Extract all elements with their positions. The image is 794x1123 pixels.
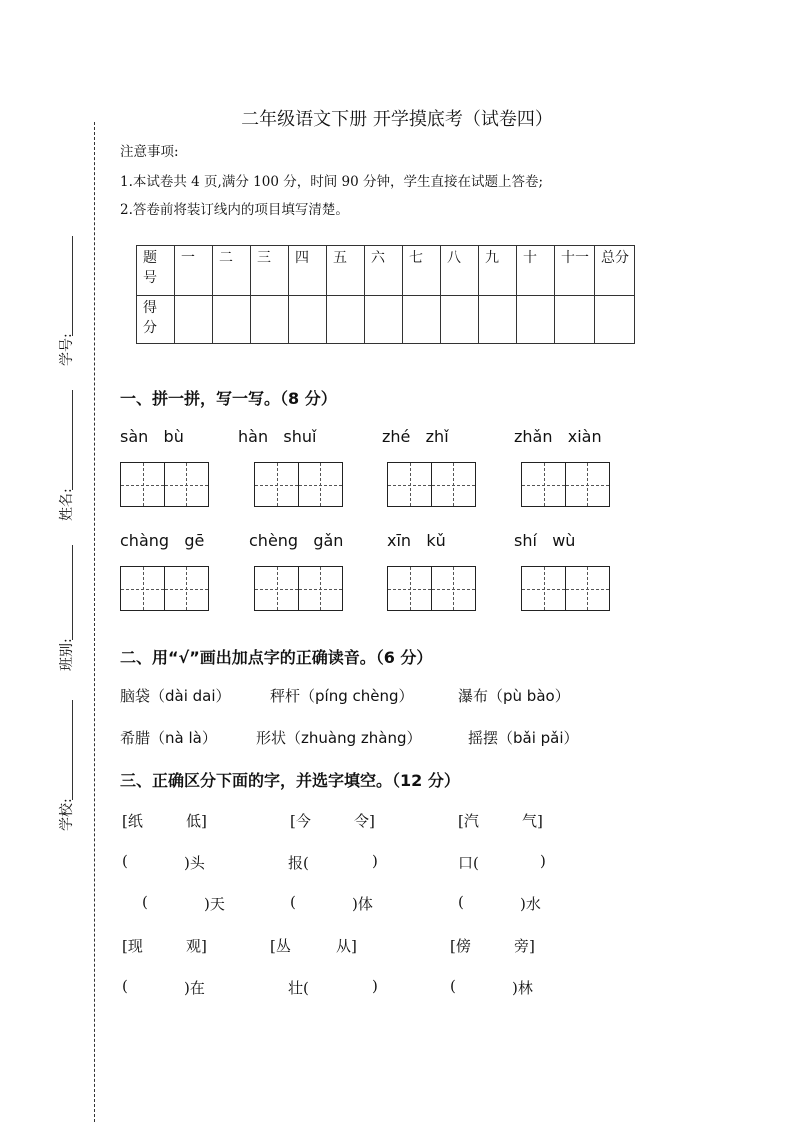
- fill-close: ): [540, 852, 546, 870]
- writing-cell[interactable]: [164, 462, 209, 507]
- fill-close: )天: [204, 895, 225, 913]
- header-label-cell: 题 号: [137, 246, 175, 296]
- writing-grid[interactable]: [120, 462, 207, 507]
- column-3: 三: [251, 246, 289, 296]
- score-cell[interactable]: [365, 296, 403, 344]
- school-label: 学校:: [59, 798, 75, 831]
- writing-cell[interactable]: [254, 566, 299, 611]
- pinyin-3: zhé zhǐ: [382, 427, 449, 446]
- section-1-title: 一、拼一拼，写一写。（8 分）: [120, 389, 337, 408]
- writing-cell[interactable]: [164, 566, 209, 611]
- char-group-2-a: [今: [290, 812, 311, 830]
- score-cell[interactable]: [595, 296, 635, 344]
- score-cell[interactable]: [289, 296, 327, 344]
- writing-grid[interactable]: [120, 566, 207, 611]
- fill-open[interactable]: (: [122, 977, 128, 995]
- char-group-6-b: 旁]: [514, 937, 535, 955]
- score-cell[interactable]: [327, 296, 365, 344]
- score-cell[interactable]: [441, 296, 479, 344]
- score-table: [136, 245, 635, 344]
- char-group-3-b: 气]: [522, 812, 543, 830]
- section-3-title: 三、正确区分下面的字，并选字填空。（12 分）: [120, 771, 460, 790]
- column-7: 七: [403, 246, 441, 296]
- writing-cell[interactable]: [120, 566, 165, 611]
- fill-open[interactable]: (: [450, 977, 456, 995]
- fill-close: ): [372, 977, 378, 995]
- score-table-header-row: [137, 246, 635, 296]
- score-cell[interactable]: [175, 296, 213, 344]
- fill-close: ): [372, 852, 378, 870]
- notes-line-2: 2.答卷前将装订线内的项目填写清楚。: [120, 202, 349, 218]
- char-group-1-b: 低]: [186, 812, 207, 830]
- writing-grid[interactable]: [387, 566, 474, 611]
- column-5: 五: [327, 246, 365, 296]
- score-cell[interactable]: [555, 296, 595, 344]
- writing-grid[interactable]: [521, 462, 608, 507]
- fill-open[interactable]: 报(: [288, 854, 309, 872]
- class-line: [72, 545, 73, 640]
- fill-open[interactable]: 壮(: [288, 979, 309, 997]
- reading-item: 秤杆（píng chèng）: [270, 687, 414, 705]
- pinyin-4: zhǎn xiàn: [514, 427, 602, 446]
- fill-open[interactable]: (: [122, 852, 128, 870]
- writing-cell[interactable]: [521, 566, 566, 611]
- writing-cell[interactable]: [298, 462, 343, 507]
- column-10: 十: [517, 246, 555, 296]
- score-label-cell: 得 分: [137, 296, 175, 344]
- fill-open[interactable]: (: [142, 893, 148, 911]
- reading-item: 瀑布（pù bào）: [458, 687, 570, 705]
- notes-line-1: 1.本试卷共 4 页,满分 100 分，时间 90 分钟，学生直接在试题上答卷;: [120, 174, 544, 190]
- column-2: 二: [213, 246, 251, 296]
- char-group-4-a: [现: [122, 937, 143, 955]
- page-title: 二年级语文下册 开学摸底考（试卷四）: [241, 109, 553, 130]
- writing-grid[interactable]: [254, 566, 341, 611]
- pinyin-2: hàn shuǐ: [238, 427, 317, 446]
- column-1: 一: [175, 246, 213, 296]
- reading-item: 希腊（nà là）: [120, 729, 217, 747]
- pinyin-5: chàng gē: [120, 531, 205, 550]
- score-cell[interactable]: [403, 296, 441, 344]
- writing-cell[interactable]: [521, 462, 566, 507]
- class-label: 班别:: [59, 638, 75, 671]
- name-line: [72, 390, 73, 490]
- writing-cell[interactable]: [565, 462, 610, 507]
- fill-open[interactable]: (: [290, 893, 296, 911]
- column-9: 九: [479, 246, 517, 296]
- char-group-1-a: [纸: [122, 812, 143, 830]
- char-group-3-a: [汽: [458, 812, 479, 830]
- notes-heading: 注意事项:: [120, 144, 179, 160]
- writing-cell[interactable]: [387, 566, 432, 611]
- pinyin-8: shí wù: [514, 531, 576, 550]
- column-8: 八: [441, 246, 479, 296]
- column-6: 六: [365, 246, 403, 296]
- binding-dashed-line: [94, 122, 95, 1122]
- fill-close: )水: [520, 895, 541, 913]
- writing-cell[interactable]: [431, 462, 476, 507]
- writing-grid[interactable]: [521, 566, 608, 611]
- section-2-title: 二、用“√”画出加点字的正确读音。（6 分）: [120, 648, 433, 667]
- pinyin-1: sàn bù: [120, 427, 184, 446]
- fill-close: )在: [184, 979, 205, 997]
- column-11: 十一: [555, 246, 595, 296]
- fill-close: )体: [352, 895, 373, 913]
- reading-item: 脑袋（dài dai）: [120, 687, 231, 705]
- writing-cell[interactable]: [298, 566, 343, 611]
- char-group-5-b: 从]: [336, 937, 357, 955]
- score-cell[interactable]: [517, 296, 555, 344]
- fill-open[interactable]: 口(: [458, 854, 479, 872]
- char-group-2-b: 令]: [354, 812, 375, 830]
- score-cell[interactable]: [479, 296, 517, 344]
- writing-cell[interactable]: [254, 462, 299, 507]
- reading-item: 摇摆（bǎi pǎi）: [468, 729, 579, 747]
- pinyin-7: xīn kǔ: [387, 531, 446, 550]
- score-table-score-row: [137, 296, 635, 344]
- student-id-line: [72, 236, 73, 336]
- writing-cell[interactable]: [431, 566, 476, 611]
- name-label: 姓名:: [59, 488, 75, 521]
- writing-grid[interactable]: [387, 462, 474, 507]
- column-4: 四: [289, 246, 327, 296]
- writing-cell[interactable]: [387, 462, 432, 507]
- char-group-5-a: [丛: [270, 937, 291, 955]
- fill-open[interactable]: (: [458, 893, 464, 911]
- school-line: [72, 700, 73, 800]
- student-id-label: 学号:: [59, 333, 75, 366]
- score-cell[interactable]: [251, 296, 289, 344]
- fill-close: )头: [184, 854, 205, 872]
- pinyin-6: chèng gǎn: [249, 531, 344, 550]
- writing-cell[interactable]: [120, 462, 165, 507]
- writing-cell[interactable]: [565, 566, 610, 611]
- char-group-6-a: [傍: [450, 937, 471, 955]
- score-cell[interactable]: [213, 296, 251, 344]
- column-total: 总分: [595, 246, 635, 296]
- writing-grid[interactable]: [254, 462, 341, 507]
- char-group-4-b: 观]: [186, 937, 207, 955]
- fill-close: )林: [512, 979, 533, 997]
- reading-item: 形状（zhuàng zhàng）: [256, 729, 422, 747]
